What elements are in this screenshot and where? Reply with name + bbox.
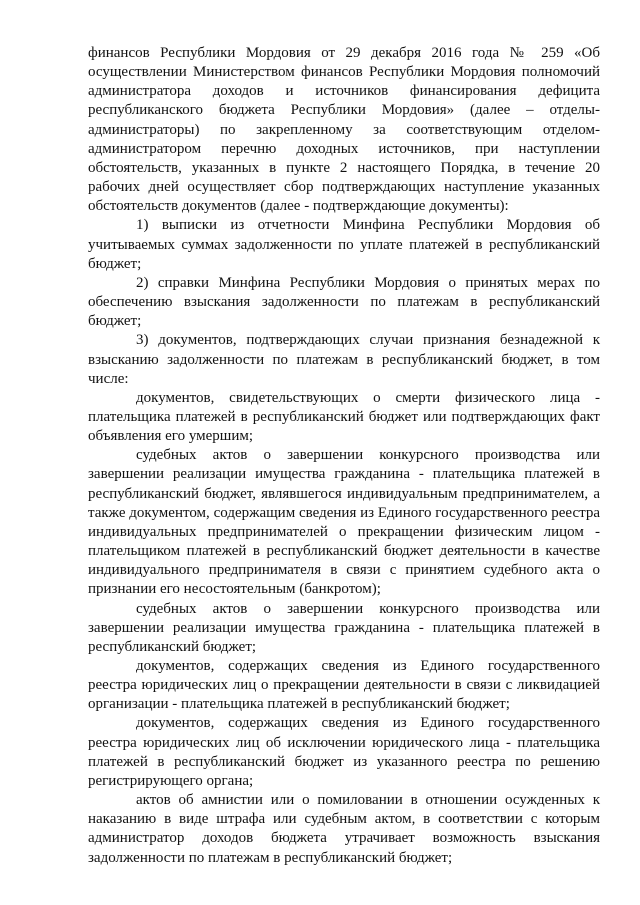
paragraph-exclusion-documents: документов, содержащих сведения из Единого государственного реестра юридических лиц об исключении юридического лица - плательщика платежей в республиканский бюджет из указанного реестра по решению регистрирующего органа; [88, 715, 600, 789]
paragraph-item-1: 1) выписки из отчетности Минфина Республики Мордовия об учитываемых суммах задолженности по уплате платежей в республиканский бюджет; [88, 217, 600, 272]
paragraph-death-documents: документов, свидетельствующих о смерти физического лица - плательщика платежей в республиканский бюджет или подтверждающих факт объявления его умершим; [88, 389, 600, 445]
paragraph-amnesty-acts: актов об амнистии или о помиловании в отношении осужденных к наказанию в виде штрафа или судебным актом, в соответствии с которым администратор доходов бюджета утрачивает возможность взыскания задолженности по платежам в республиканский бюджет; [88, 792, 600, 866]
document-body [88, 44, 600, 868]
paragraph-intro: финансов Республики Мордовия от 29 декабря 2016 года № 259 «Об осуществлении Министерством финансов Республики Мордовия полномочий администратора доходов и источников финансирования дефицита республиканского бюджета Республики Мордовия» (далее – отделы-администраторы) по закрепленному за соответствующим отделом-администратором перечню доходных источников, при наступлении обстоятельств, указанных в пункте 2 настоящего Порядка, в течение 20 рабочих дней осуществляет сбор подтверждающих наступление указанных обстоятельств документов (далее - подтверждающие документы): [88, 45, 600, 215]
paragraph-item-3: 3) документов, подтверждающих случаи признания безнадежной к взысканию задолженности по платежам в республиканский бюджет, в том числе: [88, 332, 600, 387]
paragraph-item-2: 2) справки Минфина Республики Мордовия о принятых мерах по обеспечению взыскания задолженности по платежам в республиканский бюджет; [88, 274, 600, 330]
paragraph-court-acts-citizen: судебных актов о завершении конкурсного производства или завершении реализации имущества гражданина - плательщика платежей в республиканский бюджет; [88, 600, 600, 655]
paragraph-liquidation-documents: документов, содержащих сведения из Единого государственного реестра юридических лиц о прекращении деятельности в связи с ликвидацией организации - плательщика платежей в республиканский бюджет; [88, 658, 600, 713]
paragraph-court-acts-entrepreneur: судебных актов о завершении конкурсного производства или завершении реализации имущества гражданина - плательщика платежей в республиканский бюджет, являвшегося индивидуальным предпринимателем, а также документом, содержащим сведения из Единого государственного реестра индивидуальных предпринимателей о прекращении физическим лицом - плательщиком платежей в республиканский бюджет деятельности в качестве индивидуального предпринимателя в связи с принятием судебного акта о признании его несостоятельным (банкротом); [88, 447, 600, 598]
